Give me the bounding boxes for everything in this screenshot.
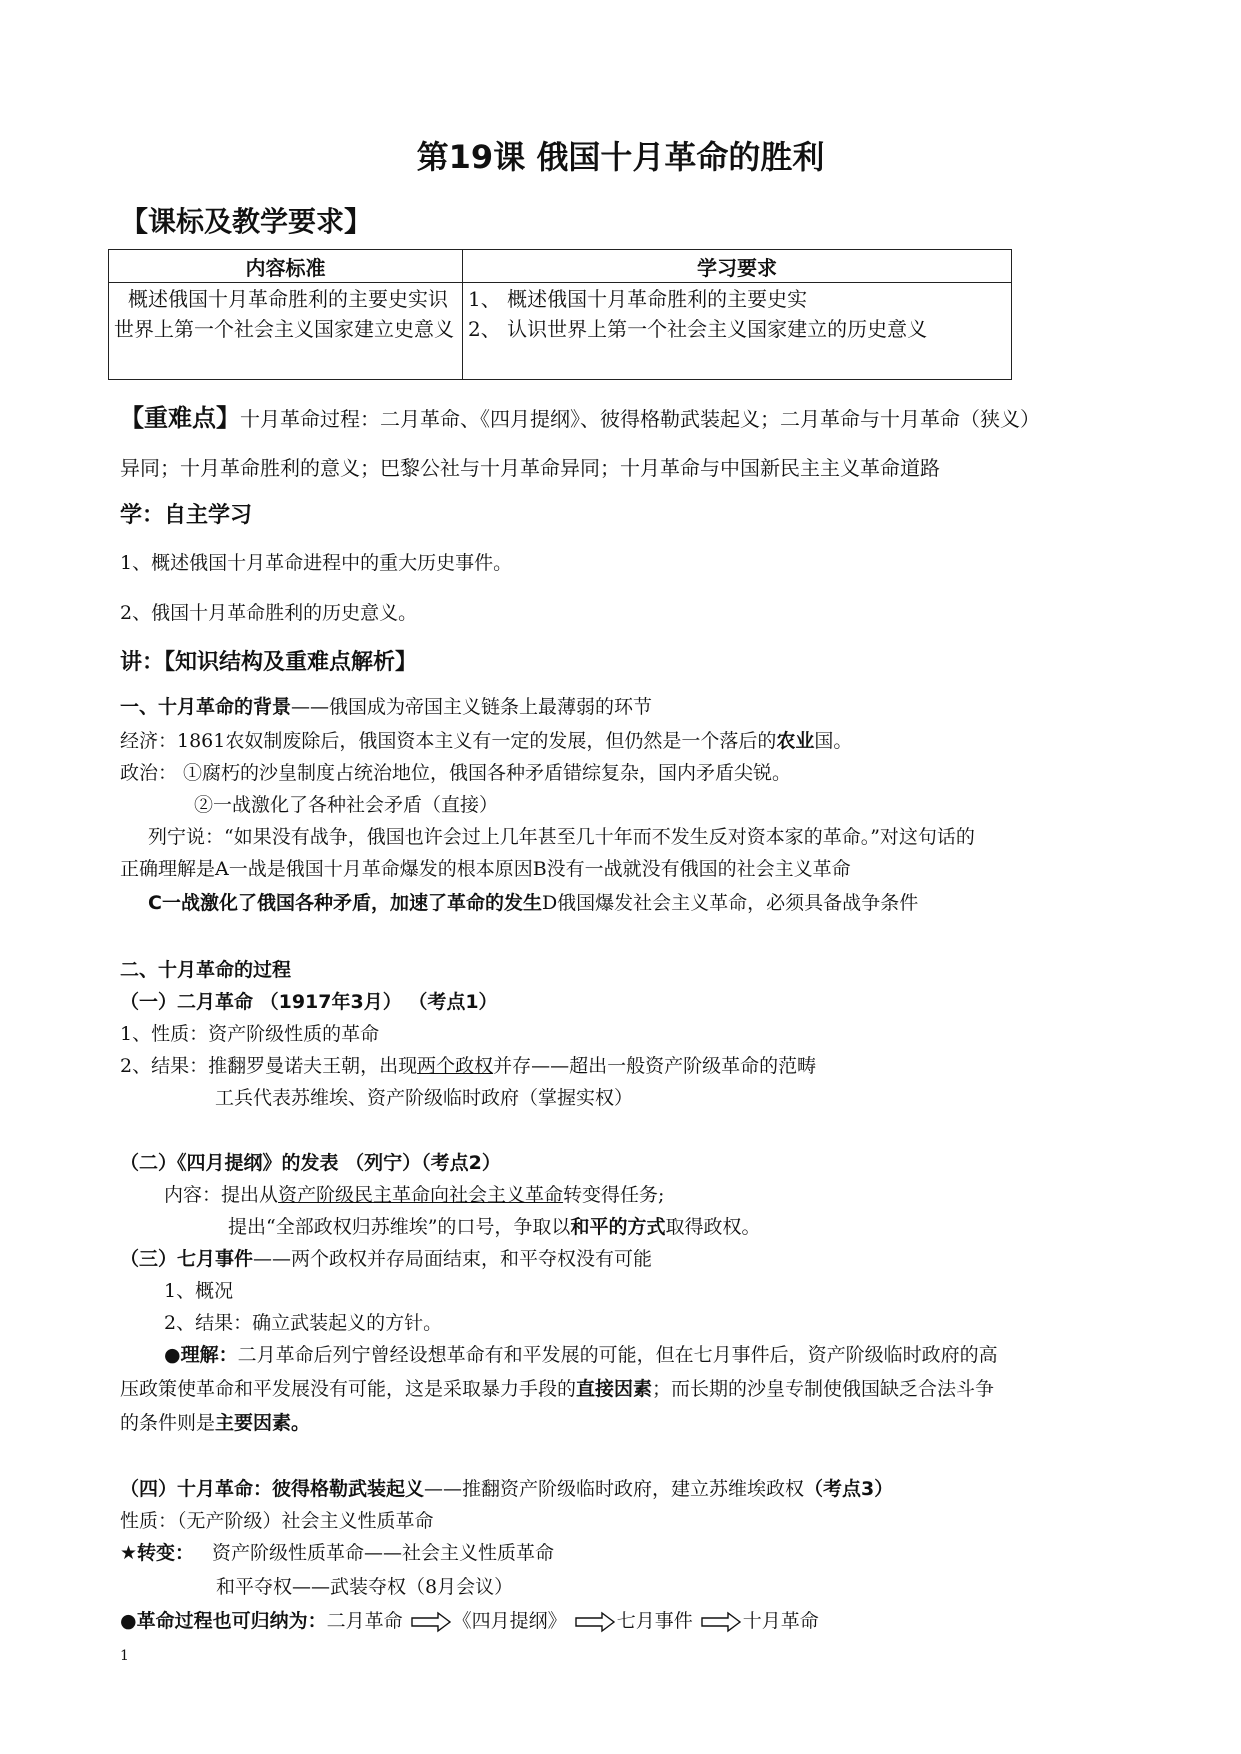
section-heading-standards: 【课标及教学要求】 [120, 205, 373, 238]
study-item: 1、概述俄国十月革命进程中的重大历史事件。 [120, 552, 513, 574]
economy-line: 经济：1861农奴制废除后，俄国资本主义有一定的发展，但仍然是一个落后的农业国。 [120, 730, 853, 752]
april-content-line1: 内容：提出从资产阶级民主革命向社会主义革命转变得任务; [164, 1184, 665, 1206]
content-standard-text: 概述俄国十月革命胜利的主要史实识世界上第一个社会主义国家建立史意义 [114, 287, 454, 341]
requirement-item: 2、 认识世界上第一个社会主义国家建立的历史意义 [468, 317, 928, 341]
february-heading: （一）二月革命 （1917年3月） （考点1） [120, 991, 498, 1013]
requirement-item: 1、 概述俄国十月革命胜利的主要史实 [468, 287, 808, 311]
process-line [120, 1606, 819, 1633]
key-points-label: 【重难点】 [120, 404, 240, 432]
study-heading: 学：自主学习 [120, 503, 253, 528]
content-standard-cell [109, 283, 463, 380]
process-step: 十月革命 [742, 1610, 819, 1632]
part1-heading: 一、十月革命的背景——俄国成为帝国主义链条上最薄弱的环节 [120, 696, 653, 718]
lenin-line2: 正确理解是A一战是俄国十月革命爆发的根本原因B没有一战就没有俄国的社会主义革命 [120, 858, 851, 880]
april-content-line2: 提出“全部政权归苏维埃”的口号，争取以和平的方式取得政权。 [228, 1216, 761, 1238]
july-item: 2、结果：确立武装起义的方针。 [164, 1312, 443, 1334]
page-title: 第19课 俄国十月革命的胜利 [416, 138, 825, 176]
arrow-right-icon [701, 1611, 741, 1633]
process-label: ●革命过程也可归纳为： [120, 1610, 327, 1632]
understand-line2: 压政策使革命和平发展没有可能，这是采取暴力手段的直接因素；而长期的沙皇专制使俄国缺乏合法斗争 [120, 1378, 995, 1400]
lenin-line1: 列宁说：“如果没有战争，俄国也许会过上几年甚至几十年而不发生反对资本家的革命。”对这句话的 [148, 826, 975, 848]
key-points-text: 十月革命过程：二月革命、《四月提纲》、彼得格勒武装起义；二月革命与十月革命（狭义） [240, 407, 1040, 431]
part2-heading: 二、十月革命的过程 [120, 959, 292, 981]
july-heading: （三）七月事件——两个政权并存局面结束，和平夺权没有可能 [120, 1248, 653, 1270]
process-step: 《四月提纲》 [452, 1610, 567, 1632]
understand-line3: 的条件则是主要因素。 [120, 1412, 311, 1434]
key-points-line1 [120, 398, 1040, 433]
shift-line1: ★转变： 资产阶级性质革命——社会主义性质革命 [120, 1542, 555, 1564]
page-number: 1 [120, 1648, 129, 1664]
politics-line2: ②一战激化了各种社会矛盾（直接） [194, 794, 499, 816]
february-result-line2: 工兵代表苏维埃、资产阶级临时政府（掌握实权） [215, 1087, 634, 1109]
politics-line1: 政治： ①腐朽的沙皇制度占统治地位，俄国各种矛盾错综复杂，国内矛盾尖锐。 [120, 762, 792, 784]
july-item: 1、概况 [164, 1280, 234, 1302]
february-result: 2、结果：推翻罗曼诺夫王朝，出现两个政权并存——超出一般资产阶级革命的范畴 [120, 1055, 817, 1077]
understand-line1: ●理解：二月革命后列宁曾经设想革命有和平发展的可能，但在七月事件后，资产阶级临时政府的高 [164, 1344, 998, 1366]
process-step: 二月革命 [326, 1610, 403, 1632]
table-header-requirements: 学习要求 [463, 250, 1012, 283]
arrow-right-icon [575, 1611, 615, 1633]
october-heading: （四）十月革命：彼得格勒武装起义——推翻资产阶级临时政府，建立苏维埃政权（考点3） [120, 1478, 894, 1500]
shift-line2: 和平夺权——武装夺权（8月会议） [216, 1576, 514, 1598]
process-step: 七月事件 [616, 1610, 693, 1632]
february-nature: 1、性质：资产阶级性质的革命 [120, 1023, 380, 1045]
april-heading: （二）《四月提纲》的发表 （列宁）（考点2） [120, 1152, 501, 1174]
arrow-right-icon [411, 1611, 451, 1633]
lecture-heading: 讲：【知识结构及重难点解析】 [120, 650, 418, 675]
study-item: 2、俄国十月革命胜利的历史意义。 [120, 602, 418, 624]
key-points-line2: 异同；十月革命胜利的意义；巴黎公社与十月革命异同；十月革命与中国新民主主义革命道路 [120, 456, 940, 480]
requirements-cell [463, 283, 1012, 380]
october-nature: 性质：（无产阶级）社会主义性质革命 [120, 1510, 434, 1532]
table-header-content: 内容标准 [109, 250, 463, 283]
lenin-line3: C一战激化了俄国各种矛盾，加速了革命的发生D俄国爆发社会主义革命，必须具备战争条件 [148, 892, 919, 914]
standards-table [108, 249, 1012, 380]
